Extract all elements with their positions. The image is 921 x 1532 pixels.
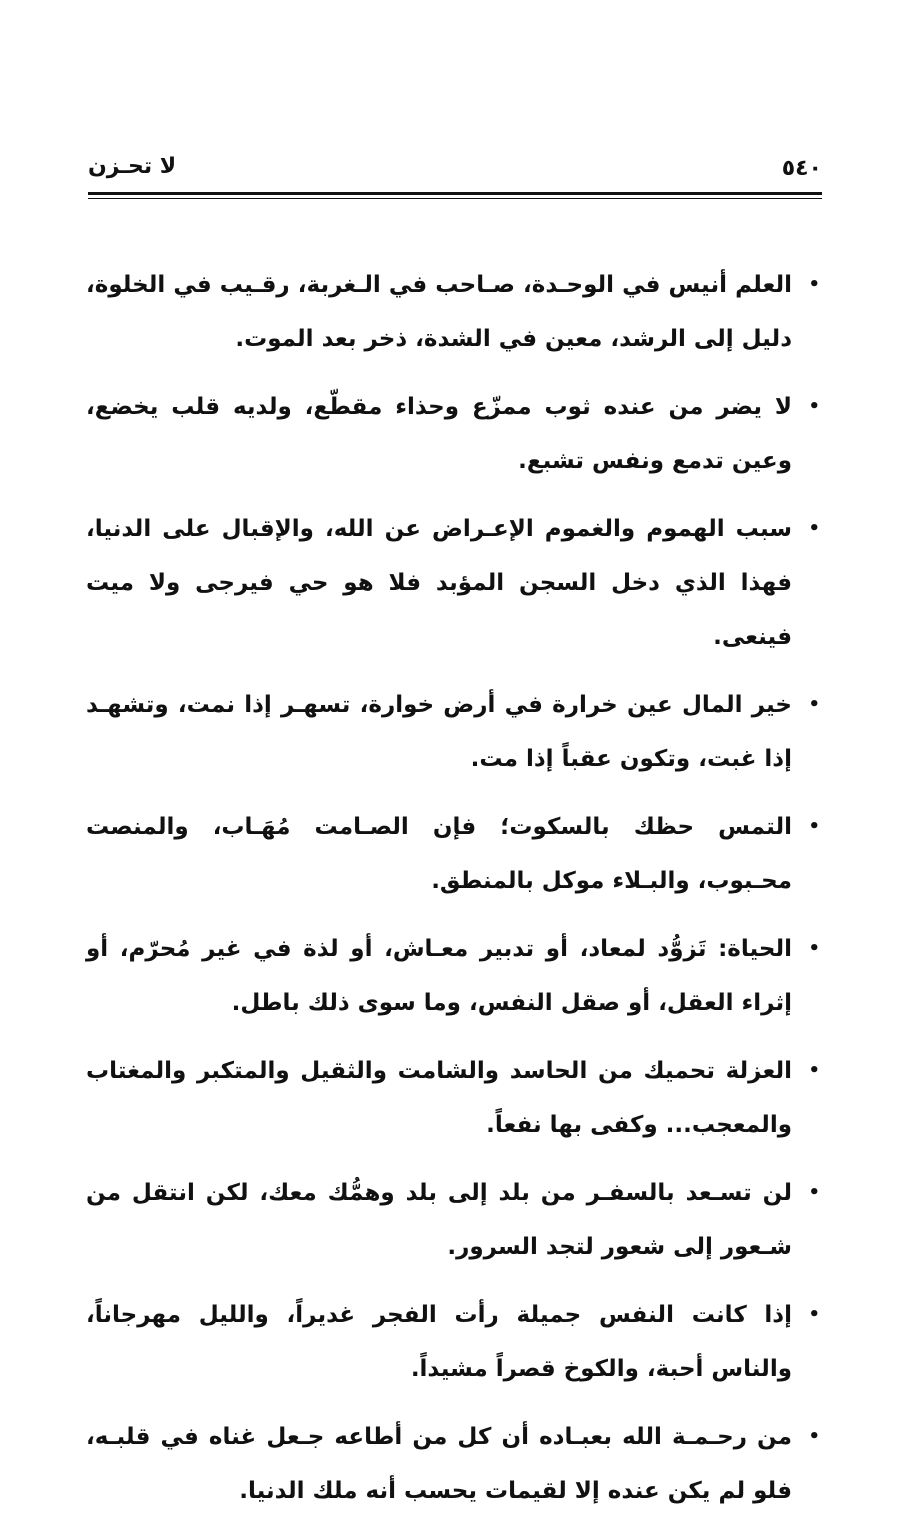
list-item <box>86 1044 822 1152</box>
item-text: لا يضر من عنده ثوب ممزّع وحذاء مقطّع، ولديه قلب يخضع، وعين تدمع ونفس تشبع. <box>86 394 792 474</box>
page-number: ٥٤٠ <box>781 156 822 181</box>
item-text: لن تسـعد بالسفـر من بلد إلى بلد وهمُّك معك، لكن انتقل من شـعور إلى شعور لتجد السرور. <box>86 1180 792 1260</box>
bullet-icon: • <box>808 274 820 295</box>
list-item <box>86 258 822 366</box>
page-header <box>88 148 822 184</box>
bullet-icon: • <box>808 1304 820 1325</box>
list-item <box>86 502 822 664</box>
bullet-icon: • <box>808 518 820 539</box>
item-text: من رحـمـة الله بعبـاده أن كل من أطاعه جـعل غناه في قلبـه، فلو لم يكن عنده إلا لقيمات يحسب أنه ملك الدنيا. <box>86 1424 792 1504</box>
list-item <box>86 1410 822 1518</box>
bullet-icon: • <box>808 396 820 417</box>
list-item <box>86 678 822 786</box>
bullet-icon: • <box>808 1182 820 1203</box>
list-item <box>86 922 822 1030</box>
list-item <box>86 1288 822 1396</box>
bullet-icon: • <box>808 694 820 715</box>
list-item <box>86 380 822 488</box>
book-title: لا تحـزن <box>88 154 177 179</box>
bullet-icon: • <box>808 1060 820 1081</box>
item-text: سبب الهموم والغموم الإعـراض عن الله، والإقبال على الدنيا، فهذا الذي دخل السجن المؤبد فلا هو حي فيرجى ولا ميت فينعى. <box>86 516 792 650</box>
bullet-icon: • <box>808 1426 820 1447</box>
item-text: العزلة تحميك من الحاسد والشامت والثقيل والمتكبر والمغتاب والمعجب... وكفى بها نفعاً. <box>86 1058 792 1138</box>
item-text: إذا كانت النفس جميلة رأت الفجر غديراً، والليل مهرجاناً، والناس أحبة، والكوخ قصراً مشيداً. <box>86 1302 792 1382</box>
item-text: التمس حظك بالسكوت؛ فإن الصـامت مُهَـاب، والمنصت محـبوب، والبـلاء موكل بالمنطق. <box>86 814 792 894</box>
list-item <box>86 800 822 908</box>
header-rule-thick <box>88 192 822 195</box>
header-rule-thin <box>88 198 822 199</box>
bullet-icon: • <box>808 816 820 837</box>
list-item <box>86 1166 822 1274</box>
bullet-icon: • <box>808 938 820 959</box>
item-text: خير المال عين خرارة في أرض خوارة، تسهـر إذا نمت، وتشهـد إذا غبت، وتكون عقباً إذا مت. <box>86 692 792 772</box>
item-text: العلم أنيس في الوحـدة، صـاحب في الـغربة، رقـيب في الخلوة، دليل إلى الرشد، معين في الشدة، ذخر بعد الموت. <box>86 272 792 352</box>
item-text: الحياة: تَزوُّد لمعاد، أو تدبير معـاش، أو لذة في غير مُحرّم، أو إثراء العقل، أو صقل النفس، وما سوى ذلك باطل. <box>86 936 792 1016</box>
page-content <box>86 258 822 1532</box>
